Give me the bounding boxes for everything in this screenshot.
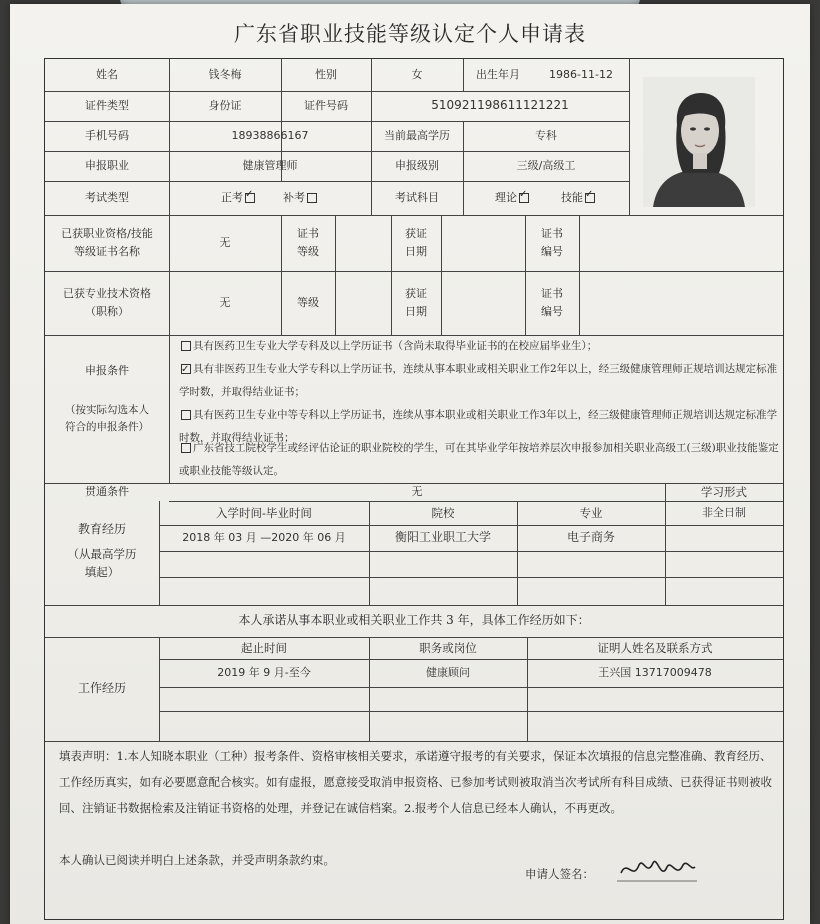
subject-label: 考试科目 [395, 191, 439, 205]
condition-1-checkbox[interactable] [181, 341, 191, 351]
subject-theory-label: 理论 [495, 191, 517, 205]
condition-3-text: 具有医药卫生专业中等专科以上学历证书，连续从事本职业或相关职业工作3年以上，经三级健康管理师正规培训达规定标准学时数，并取得结业证书； [179, 409, 778, 444]
title-cert-value: 无 [219, 296, 231, 310]
id-no-label: 证件号码 [304, 99, 348, 113]
work-row-time: 2019 年 9 月-至今 [217, 666, 311, 680]
work-history-label: 工作经历 [77, 681, 126, 696]
applicant-photo [643, 77, 755, 207]
portrait-image [643, 77, 755, 207]
gender-label: 性别 [315, 68, 337, 82]
conditions-note: （按实际勾选本人符合的申报条件） [65, 404, 149, 433]
signature-label: 申请人签名： [525, 867, 594, 881]
cert-name-value: 无 [219, 236, 231, 250]
cert-date-label: 获证日期 [405, 227, 427, 258]
id-type-label: 证件类型 [85, 99, 129, 113]
edu-row-school: 衡阳工业职工大学 [394, 530, 491, 545]
condition-4-checkbox[interactable] [181, 443, 191, 453]
edu-header-mode: 学习形式 [701, 484, 747, 499]
condition-1-text: 具有医药卫生专业大学专科及以上学历证书（含尚未取得毕业证书的在校应届毕业生）； [193, 340, 598, 352]
declaration-text: 填表声明：1.本人知晓本职业（工种）报考条件、资格审核相关要求，承诺遵守报考的有关要求，保证本次填报的信息完整准确、教育经历、工作经历真实，如有必要愿意配合核实。如有虚报，愿意接受取消申报资格、已参加考试则被取消当次考试所有科目成绩、已获得证书则被收回、注销证书数据检索及注销证书资格的处理，并登记在诚信档案。2.报考个人信息已经本人确认，不再更改。 [59, 749, 772, 815]
cert-name-label: 已获职业资格/技能等级证书名称 [61, 227, 153, 258]
cert-level-label: 证书等级 [297, 227, 319, 258]
work-promise: 本人承诺从事本职业或相关职业工作共 3 年，具体工作经历如下： [238, 613, 590, 628]
condition-2-text: 具有非医药卫生专业大学专科以上学历证书，连续从事本职业或相关职业工作2年以上，经三级健康管理师正规培训达规定标准学时数，并取得结业证书； [179, 363, 778, 398]
edu-header-time: 入学时间-毕业时间 [216, 505, 312, 520]
id-no-value: 510921198611121221 [431, 98, 569, 113]
exam-type-label: 考试类型 [85, 191, 129, 205]
through-value: 无 [411, 485, 423, 499]
name-value: 钱冬梅 [208, 68, 242, 82]
conditions-label: 申报条件 [85, 364, 129, 378]
exam-normal-checkbox[interactable] [245, 193, 255, 203]
work-header-time: 起止时间 [241, 640, 287, 655]
subject-skill-label: 技能 [561, 191, 583, 205]
phone-value: 18938866167 [231, 129, 309, 143]
level-value: 三级/高级工 [516, 159, 576, 173]
education-value: 专科 [535, 129, 557, 143]
work-header-position: 职务或岗位 [419, 640, 477, 655]
work-row-position: 健康顾问 [426, 666, 470, 680]
cert-no-label: 证书编号 [541, 227, 563, 258]
condition-2-checkbox[interactable] [181, 364, 191, 374]
education-label: 当前最高学历 [384, 129, 450, 143]
edu-header-school: 院校 [431, 505, 455, 520]
exam-makeup-checkbox[interactable] [307, 193, 317, 203]
work-row-reference: 王兴国 13717009478 [598, 666, 712, 680]
occupation-value: 健康管理师 [242, 159, 298, 173]
subject-theory-checkbox[interactable] [519, 193, 529, 203]
name-label: 姓名 [96, 68, 118, 82]
education-history-note: （从最高学历填起） [67, 546, 137, 579]
edu-row-mode: 非全日制 [702, 506, 746, 520]
dob-value: 1986-11-12 [549, 68, 613, 82]
edu-row-major: 电子商务 [566, 530, 615, 545]
gender-value: 女 [411, 68, 423, 82]
id-type-value: 身份证 [208, 99, 242, 113]
signature-scribble [617, 851, 697, 887]
phone-label: 手机号码 [85, 129, 129, 143]
exam-normal-label: 正考 [221, 191, 243, 205]
exam-type-options [169, 181, 371, 215]
applicant-signature [617, 851, 697, 891]
title-cert-label: 已获专业技术资格（职称） [63, 287, 151, 318]
condition-4-text: 广东省技工院校学生或经评估论证的职业院校的学生，可在其毕业学年按培养层次申报参加相关职业高级工(三级)职业技能鉴定或职业技能等级认定。 [179, 442, 779, 477]
condition-2 [179, 358, 779, 404]
title-no-label: 证书编号 [541, 287, 563, 318]
subject-skill-checkbox[interactable] [585, 193, 595, 203]
level-label: 申报级别 [395, 159, 439, 173]
edu-row-time: 2018 年 03 月 —2020 年 06 月 [182, 531, 346, 545]
exam-makeup-label: 补考 [283, 191, 305, 205]
form-title: 广东省职业技能等级认定个人申请表 [234, 22, 586, 46]
condition-3-checkbox[interactable] [181, 410, 191, 420]
education-history-label: 教育经历 [77, 522, 126, 537]
title-level-label: 等级 [297, 296, 319, 310]
through-label: 贯通条件 [85, 485, 129, 499]
condition-4 [179, 437, 779, 483]
title-date-label: 获证日期 [405, 287, 427, 318]
subject-options [463, 181, 629, 215]
work-header-reference: 证明人姓名及联系方式 [597, 640, 713, 655]
application-form-paper [10, 4, 810, 924]
declaration-confirm: 本人确认已阅读并明白上述条款，并受声明条款约束。 [59, 853, 335, 867]
edu-header-major: 专业 [579, 505, 603, 520]
dob-label: 出生年月 [476, 68, 520, 82]
occupation-label: 申报职业 [85, 159, 129, 173]
condition-1 [179, 335, 779, 358]
form-table [44, 58, 784, 920]
